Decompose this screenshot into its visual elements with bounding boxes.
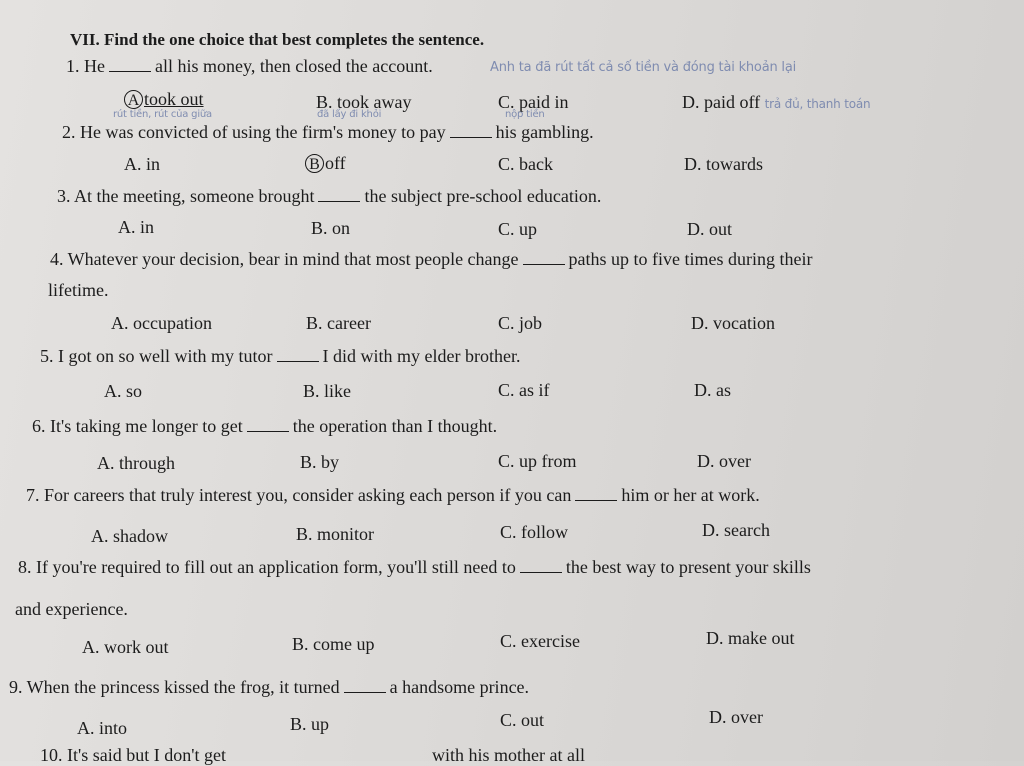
question-8-continued: and experience. — [15, 599, 128, 619]
q5-text-b: I did with my elder brother. — [322, 346, 521, 366]
answer-circle: A — [124, 90, 143, 109]
q9-option-a: A. into — [77, 718, 128, 738]
q8-blank — [520, 558, 562, 573]
q3-text-a: 3. At the meeting, someone brought — [57, 186, 315, 206]
q3-option-c: C. up — [498, 219, 538, 239]
q7-option-d: D. search — [702, 520, 770, 540]
q8-text-b: the best way to present your skills — [565, 557, 811, 577]
q3-option-b: B. on — [311, 218, 351, 238]
question-4 — [50, 248, 813, 270]
q2-blank — [450, 123, 492, 138]
q3-blank — [318, 187, 360, 202]
question-2 — [62, 121, 594, 143]
q1-option-c-note: nộp tiền — [505, 109, 545, 120]
q2-option-b — [305, 152, 346, 174]
q1-option-d — [682, 91, 870, 115]
q9-blank — [344, 678, 386, 693]
q2-text-b: his gambling. — [495, 122, 594, 142]
question-9 — [9, 676, 529, 698]
q1-option-a-text: took out — [144, 89, 204, 109]
q3-option-a: A. in — [118, 217, 154, 237]
q2-option-d: D. towards — [684, 154, 763, 174]
q9-option-c: C. out — [500, 710, 545, 730]
q1-text-b: all his money, then closed the account. — [155, 56, 433, 76]
q7-text-a: 7. For careers that truly interest you, consider asking each person if you can — [26, 485, 572, 505]
question-10-cutoff-right: with his mother at all — [432, 745, 585, 765]
q8-option-d: D. make out — [706, 628, 795, 648]
q6-blank — [247, 417, 289, 432]
q7-option-a: A. shadow — [91, 526, 168, 546]
q7-option-c: C. follow — [500, 522, 569, 542]
q9-text-b: a handsome prince. — [389, 677, 530, 697]
q6-text-b: the operation than I thought. — [292, 416, 498, 436]
q6-option-b: B. by — [300, 452, 340, 472]
q7-text-b: him or her at work. — [621, 485, 760, 505]
q5-option-c: C. as if — [498, 380, 550, 400]
q9-text-a: 9. When the princess kissed the frog, it turned — [9, 677, 340, 697]
q6-text-a: 6. It's taking me longer to get — [32, 416, 243, 436]
q7-blank — [575, 486, 617, 501]
q5-option-d: D. as — [694, 380, 731, 400]
q4-option-a: A. occupation — [111, 313, 212, 333]
question-6 — [32, 415, 497, 437]
q5-blank — [277, 347, 319, 362]
q1-option-d-text: D. paid off — [682, 92, 761, 112]
q1-option-a-note: rút tiền, rút của giữa — [113, 109, 212, 120]
q6-option-c: C. up from — [498, 451, 577, 471]
question-8 — [18, 556, 811, 578]
question-3 — [57, 185, 601, 207]
q4-option-b: B. career — [306, 313, 371, 333]
q5-text-a: 5. I got on so well with my tutor — [40, 346, 273, 366]
q1-option-b: B. took away — [316, 92, 412, 112]
q1-option-b-note: đã lấy đi khỏi — [317, 109, 382, 120]
q4-text-b: paths up to five times during their — [568, 249, 813, 269]
q6-option-d: D. over — [697, 451, 751, 471]
q8-option-c: C. exercise — [500, 631, 580, 651]
question-7 — [26, 484, 760, 506]
q8-option-b: B. come up — [292, 634, 375, 654]
q7-option-b: B. monitor — [296, 524, 375, 544]
q2-text-a: 2. He was convicted of using the firm's money to pay — [62, 122, 446, 142]
q1-option-d-note: trả đủ, thanh toán — [764, 97, 871, 111]
q3-option-d: D. out — [687, 219, 732, 239]
q1-blank — [109, 57, 151, 72]
q6-option-a: A. through — [97, 453, 175, 473]
question-1 — [66, 55, 433, 77]
question-4-continued: lifetime. — [48, 280, 109, 300]
q2-option-b-text: off — [325, 153, 346, 173]
q8-option-a: A. work out — [82, 637, 169, 657]
q1-option-a — [124, 88, 204, 110]
q9-option-d: D. over — [709, 707, 763, 727]
question-5 — [40, 345, 520, 367]
q5-option-a: A. so — [104, 381, 143, 401]
q1-option-c: C. paid in — [498, 92, 569, 112]
q3-text-b: the subject pre-school education. — [364, 186, 602, 206]
q9-option-b: B. up — [290, 714, 330, 734]
q4-blank — [523, 250, 565, 265]
question-10-cutoff-left: 10. It's said but I don't get — [40, 745, 226, 765]
q5-option-b: B. like — [303, 381, 351, 401]
section-heading: VII. Find the one choice that best completes the sentence. — [70, 30, 485, 49]
q8-text-a: 8. If you're required to fill out an application form, you'll still need to — [18, 557, 516, 577]
answer-circle: B — [305, 154, 324, 173]
q1-handwritten-translation: Anh ta đã rút tất cả số tiền và đóng tài khoản lại — [490, 60, 797, 75]
q2-option-a: A. in — [124, 154, 160, 174]
q2-option-c: C. back — [498, 154, 553, 174]
q4-text-a: 4. Whatever your decision, bear in mind that most people change — [50, 249, 519, 269]
q4-option-d: D. vocation — [691, 313, 775, 333]
q4-option-c: C. job — [498, 313, 543, 333]
q1-text-a: 1. He — [66, 56, 105, 76]
